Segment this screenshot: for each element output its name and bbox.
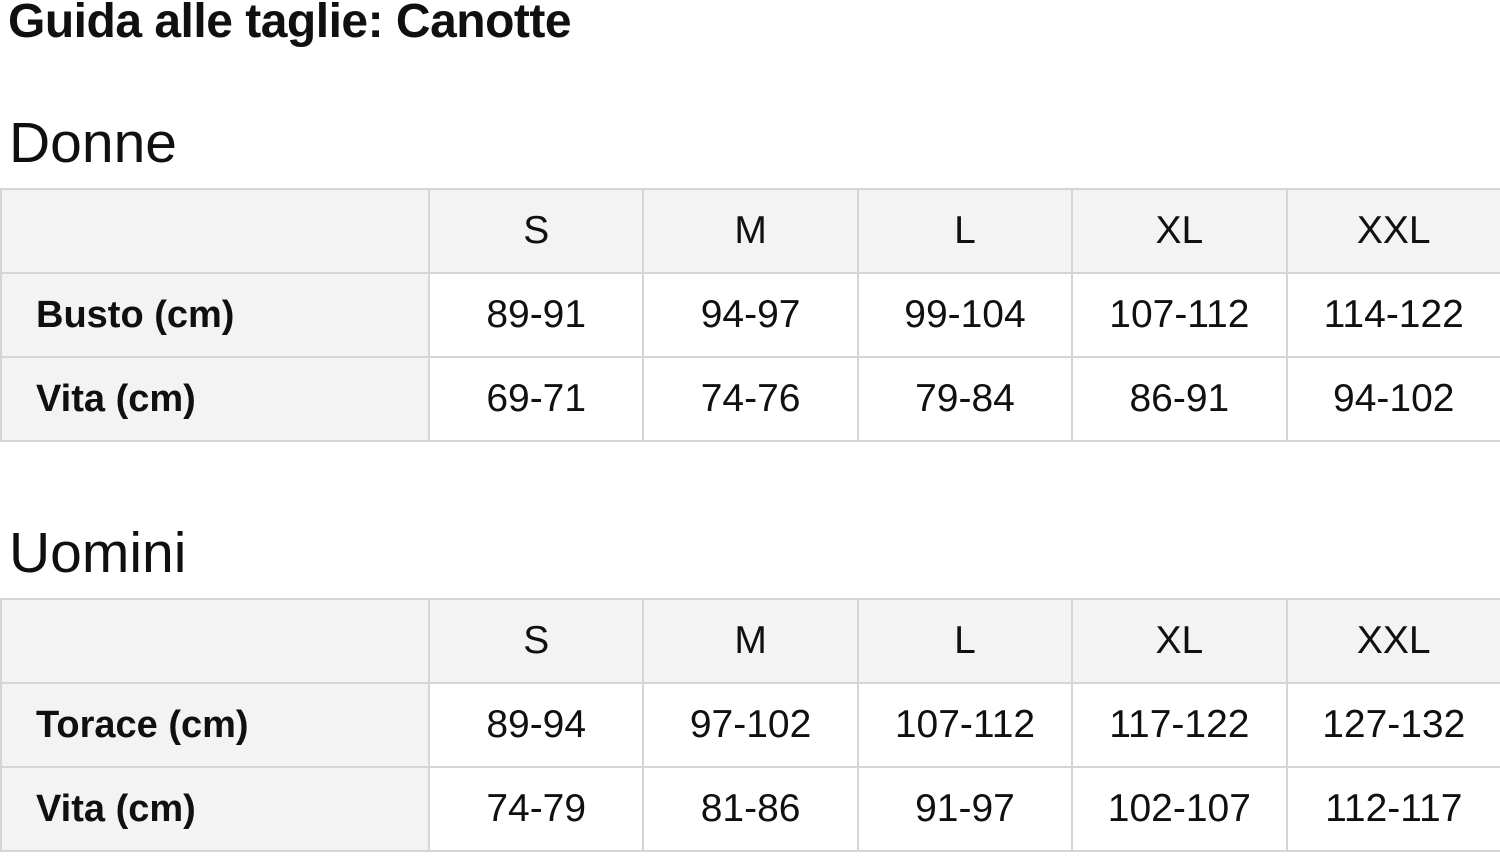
table-corner-cell	[1, 599, 429, 683]
size-value-cell: 74-79	[429, 767, 643, 851]
column-header-m: M	[643, 599, 857, 683]
size-value-cell: 89-91	[429, 273, 643, 357]
measurement-label: Vita (cm)	[1, 767, 429, 851]
measurement-label: Torace (cm)	[1, 683, 429, 767]
measurement-label: Busto (cm)	[1, 273, 429, 357]
size-value-cell: 86-91	[1072, 357, 1286, 441]
size-value-cell: 74-76	[643, 357, 857, 441]
size-value-cell: 94-102	[1287, 357, 1500, 441]
table-row	[1, 683, 1500, 767]
size-value-cell: 94-97	[643, 273, 857, 357]
column-header-s: S	[429, 189, 643, 273]
section-heading-uomini: Uomini	[9, 521, 187, 585]
column-header-m: M	[643, 189, 857, 273]
size-value-cell: 102-107	[1072, 767, 1286, 851]
table-header-row	[1, 189, 1500, 273]
column-header-xl: XL	[1072, 189, 1286, 273]
size-value-cell: 69-71	[429, 357, 643, 441]
size-value-cell: 81-86	[643, 767, 857, 851]
size-value-cell: 91-97	[858, 767, 1072, 851]
table-row	[1, 273, 1500, 357]
section-heading-donne: Donne	[9, 111, 177, 175]
size-value-cell: 107-112	[858, 683, 1072, 767]
column-header-xl: XL	[1072, 599, 1286, 683]
size-value-cell: 79-84	[858, 357, 1072, 441]
size-value-cell: 127-132	[1287, 683, 1500, 767]
size-value-cell: 99-104	[858, 273, 1072, 357]
table-row	[1, 767, 1500, 851]
size-value-cell: 112-117	[1287, 767, 1500, 851]
column-header-l: L	[858, 599, 1072, 683]
column-header-s: S	[429, 599, 643, 683]
size-value-cell: 107-112	[1072, 273, 1286, 357]
size-value-cell: 97-102	[643, 683, 857, 767]
table-row	[1, 357, 1500, 441]
size-value-cell: 89-94	[429, 683, 643, 767]
table-header-row	[1, 599, 1500, 683]
size-value-cell: 117-122	[1072, 683, 1286, 767]
table-corner-cell	[1, 189, 429, 273]
size-table-uomini	[0, 598, 1500, 852]
column-header-l: L	[858, 189, 1072, 273]
size-table-donne	[0, 188, 1500, 442]
column-header-xxl: XXL	[1287, 189, 1500, 273]
size-value-cell: 114-122	[1287, 273, 1500, 357]
measurement-label: Vita (cm)	[1, 357, 429, 441]
page-title: Guida alle taglie: Canotte	[8, 0, 572, 48]
column-header-xxl: XXL	[1287, 599, 1500, 683]
